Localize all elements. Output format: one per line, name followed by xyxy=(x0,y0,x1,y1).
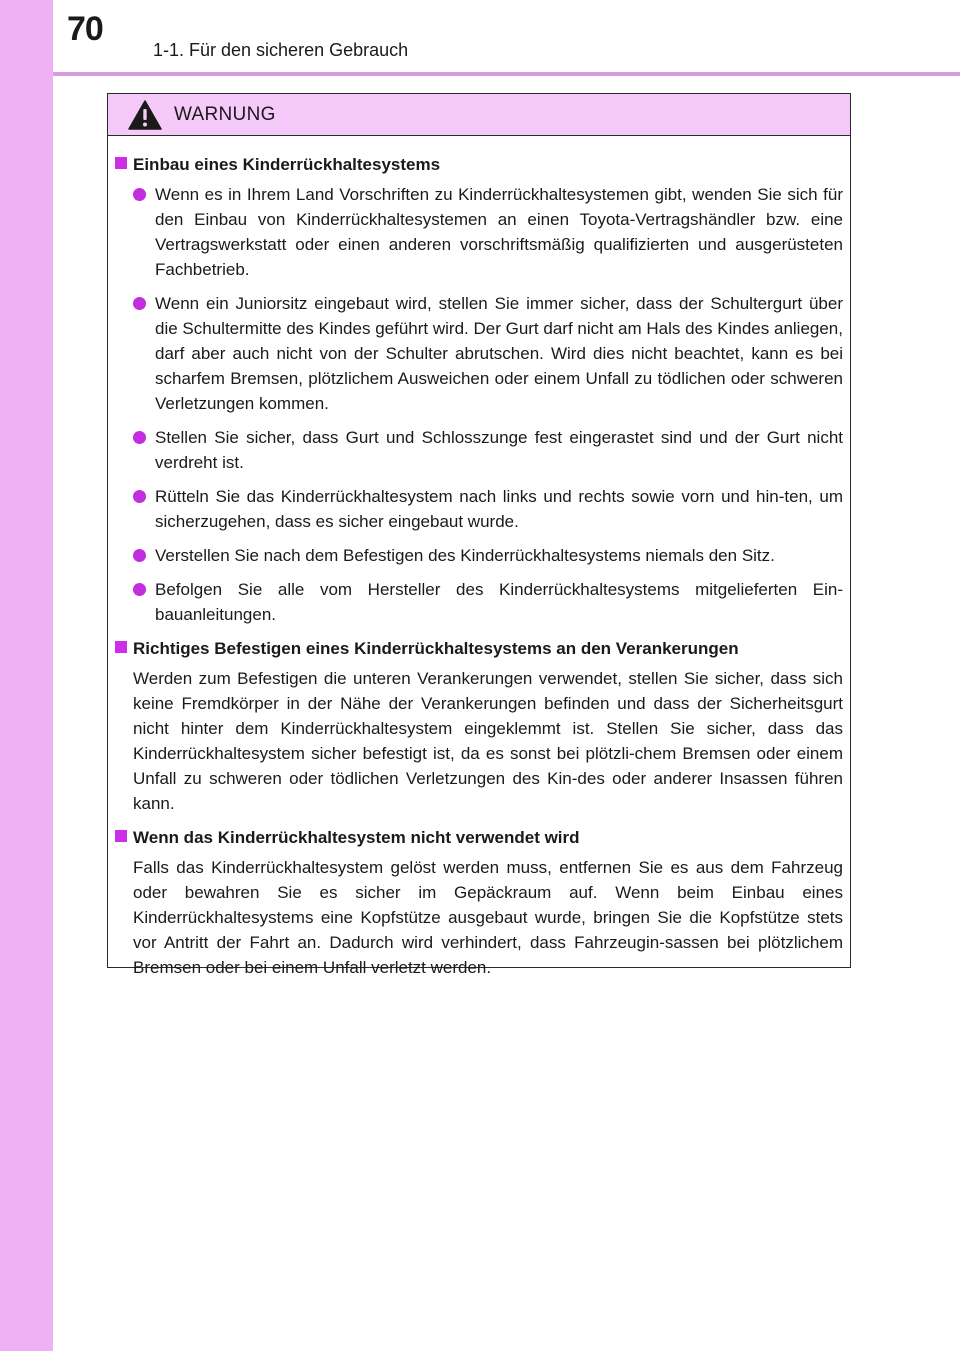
header-divider xyxy=(53,72,960,76)
section-title: 1-1. Für den sicheren Gebrauch xyxy=(153,40,409,60)
section-heading-text: Wenn das Kinderrückhaltesystem nicht verwendet wird xyxy=(133,828,580,847)
section-heading xyxy=(115,152,843,177)
round-bullet-icon xyxy=(133,583,146,596)
list-item-text: Stellen Sie sicher, dass Gurt und Schlosszunge fest eingerastet sind und der Gurt nicht verdreht ist. xyxy=(155,428,843,472)
warning-box xyxy=(107,93,851,977)
section-heading-text: Richtiges Befestigen eines Kinderrückhaltesystems an den Verankerungen xyxy=(133,639,739,658)
list-item xyxy=(115,543,843,568)
list-item-text: Wenn es in Ihrem Land Vorschriften zu Kinderrückhaltesystemen gibt, wenden Sie sich für den Einbau von Kinderrückhaltesystemen an einen Toyota-Vertragshändler bzw. eine Vertragswerkstatt oder einen anderen vorschriftsmäßig qualifizierten und ausgerüsteten Fachbetrieb. xyxy=(155,185,843,279)
warning-content xyxy=(108,136,850,980)
round-bullet-icon xyxy=(133,549,146,562)
section-paragraph: Falls das Kinderrückhaltesystem gelöst werden muss, entfernen Sie es aus dem Fahrzeug oder bewahren Sie es sicher im Gepäckraum auf. Wenn beim Einbau eines Kinderrückhaltesystems eine Kopfstütze ausgebaut wurde, bringen Sie die Kopfstütze stets vor Antritt der Fahrt an. Dadurch wird verhindert, dass Fahrzeugin-sassen bei plötzlichem Bremsen oder bei einem Unfall verletzt werden. xyxy=(133,858,843,977)
warning-title: WARNUNG xyxy=(174,104,276,125)
section-paragraph: Werden zum Befestigen die unteren Verankerungen verwendet, stellen Sie sicher, dass sich keine Fremdkörper in der Nähe der Verankerungen befinden und dass der Sicherheitsgurt nicht hinter dem Kinderrückhaltesystem eingeklemmt ist. Stellen Sie sicher, dass das Kinderrückhaltesystem sicher befestigt ist, da es sonst bei plötzli-chem Bremsen oder einem Unfall zu schweren oder tödlichen Verletzungen des Kin-des oder anderer Insassen führen kann. xyxy=(133,669,843,813)
list-item-text: Wenn ein Juniorsitz eingebaut wird, stellen Sie immer sicher, dass der Schultergurt über die Schultermitte des Kindes geführt wird. Der Gurt darf nicht am Hals des Kindes anliegen, darf aber auch nicht von der Schulter abrutschen. Wird dies nicht beachtet, kann es bei scharfem Bremsen, plötzlichem Ausweichen oder einem Unfall zu tödlichen oder schweren Verletzungen kommen. xyxy=(155,294,843,413)
section-heading xyxy=(115,825,843,850)
square-bullet-icon xyxy=(115,830,127,842)
page-number: 70 xyxy=(67,10,103,48)
warning-triangle-icon xyxy=(128,100,162,130)
list-item-text: Rütteln Sie das Kinderrückhaltesystem nach links und rechts sowie vorn und hin-ten, um sicherzugehen, dass es sicher eingebaut wurde. xyxy=(155,487,843,531)
section-heading xyxy=(115,636,843,661)
list-item xyxy=(115,425,843,475)
list-item xyxy=(115,182,843,282)
round-bullet-icon xyxy=(133,297,146,310)
list-item-text: Befolgen Sie alle vom Hersteller des Kinderrückhaltesystems mitgelieferten Ein-bauanleitungen. xyxy=(155,580,843,624)
round-bullet-icon xyxy=(133,188,146,201)
round-bullet-icon xyxy=(133,431,146,444)
list-item-text: Verstellen Sie nach dem Befestigen des Kinderrückhaltesystems niemals den Sitz. xyxy=(155,546,775,565)
list-item xyxy=(115,291,843,416)
warning-header xyxy=(108,94,850,136)
round-bullet-icon xyxy=(133,490,146,503)
square-bullet-icon xyxy=(115,157,127,169)
page-header xyxy=(53,0,960,74)
side-color-strip xyxy=(0,0,53,1351)
section-heading-text: Einbau eines Kinderrückhaltesystems xyxy=(133,155,441,174)
square-bullet-icon xyxy=(115,641,127,653)
list-item xyxy=(115,577,843,627)
list-item xyxy=(115,484,843,534)
